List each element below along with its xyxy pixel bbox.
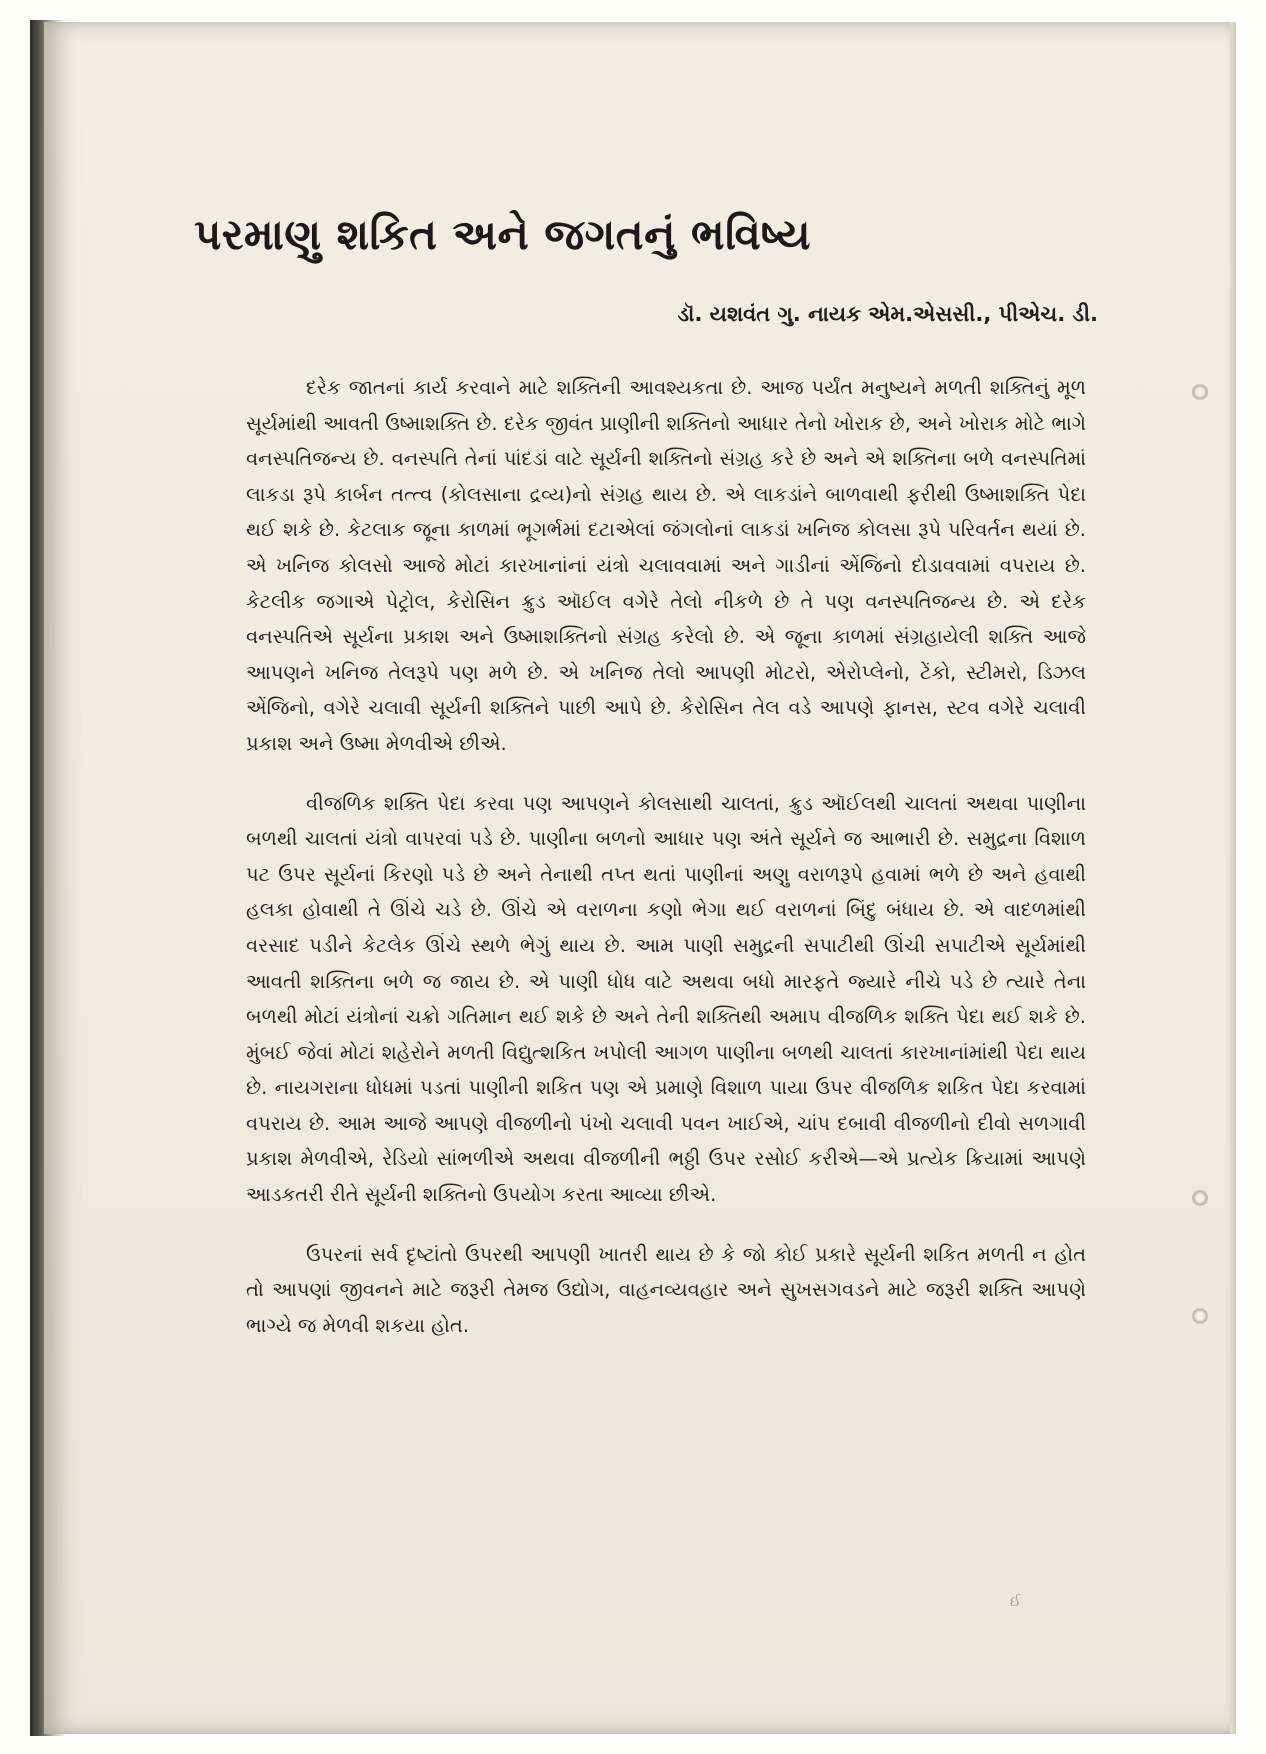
punch-hole-icon <box>1192 1190 1208 1206</box>
article-body <box>246 370 1086 1343</box>
page-mark: ઈ <box>1010 1594 1021 1610</box>
article-title: પરમાણુ શકિત અને જગતનું ભવિષ્ય <box>194 210 811 259</box>
paragraph: ઉપરનાં સર્વ દૃષ્ટાંતો ઉપરથી આપણી ખાતરી થાય છે કે જો કોઈ પ્રકારે સૂર્યની શકિત મળતી ન હોત તો આપણાં જીવનને માટે જરૂરી તેમજ ઉદ્યોગ, વાહનવ્યવહાર અને સુખસગવડને માટે જરૂરી શક્તિ આપણે ભાગ્યે જ મેળવી શકયા હોત. <box>246 1242 1086 1337</box>
paragraph: વીજળિક શક્તિ પેદા કરવા પણ આપણને કોલસાથી ચાલતાં, ક્રુડ ઑઈલથી ચાલતાં અથવા પાણીના બળથી ચાલતાં યંત્રો વાપરવાં પડે છે. પાણીના બળનો આધાર પણ અંતે સૂર્યને જ આભારી છે. સમુદ્રના વિશાળ પટ ઉપર સૂર્યનાં કિરણો પડે છે અને તેનાથી તપ્ત થતાં પાણીનાં અણુ વરાળરૂપે હવામાં ભળે છે અને હવાથી હલકા હોવાથી તે ઊંચે ચડે છે. ઊંચે એ વરાળના કણો ભેગા થઈ વરાળનાં બિંદુ બંધાય છે. એ વાદળમાંથી વરસાદ પડીને કેટલેક ઊંચે સ્થળે ભેગું થાય છે. આમ પાણી સમુદ્રની સપાટીથી ઊંચી સપાટીએ સૂર્યમાંથી આવતી શક્તિના બળે જ જાય છે. એ પાણી ધોધ વાટે અથવા બધો મારફતે જ્યારે નીચે પડે છે ત્યારે તેના બળથી મોટાં યંત્રોનાં ચક્રો ગતિમાન થઈ શકે છે અને તેની શક્તિથી અમાપ વીજળિક શક્તિ પેદા થઈ શકે છે. મુંબઈ જેવાં મોટાં શહેરોને મળતી વિદ્યુત્શકિત ખપોલી આગળ પાણીના બળથી ચાલતાં કારખાનાંમાંથી પેદા થાય છે. નાયગરાના ધોધમાં પડતાં પાણીની શકિત પણ એ પ્રમાણે વિશાળ પાયા ઉપર વીજળિક શકિત પેદા કરવામાં વપરાય છે. આમ આજે આપણે વીજળીનો પંખો ચલાવી પવન ખાઈએ, ચાંપ દબાવી વીજળીનો દીવો સળગાવી પ્રકાશ મેળવીએ, રેડિયો સાંભળીએ અથવા વીજળીની ભઠ્ઠી ઉપર રસોઈ કરીએ—એ પ્રત્યેક ક્રિયામાં આપણે આડકતરી રીતે સૂર્યની શક્તિનો ઉપયોગ કરતા આવ્યા છીએ. <box>246 791 1086 1207</box>
paragraph: દરેક જાતનાં કાર્ય કરવાને માટે શક્તિની આવશ્યકતા છે. આજ પર્યંત મનુષ્યને મળતી શક્તિનું મૂળ સૂર્યમાંથી આવતી ઉષ્માશક્તિ છે. દરેક જીવંત પ્રાણીની શક્તિનો આધાર તેનો ખોરાક છે, અને ખોરાક મોટે ભાગે વનસ્પતિજન્ય છે. વનસ્પતિ તેનાં પાંદડાં વાટે સૂર્યની શક્તિનો સંગ્રહ કરે છે અને એ શક્તિના બળે વનસ્પતિમાં લાકડા રૂપે કાર્બન તત્ત્વ (કોલસાના દ્રવ્ય)નો સંગ્રહ થાય છે. એ લાકડાંને બાળવાથી ફરીથી ઉષ્માશક્તિ પેદા થઈ શકે છે. કેટલાક જૂના કાળમાં ભૂગર્ભમાં દટાએલાં જંગલોનાં લાકડાં ખનિજ કોલસા રૂપે પરિવર્તન થયાં છે. એ ખનિજ કોલસો આજે મોટાં કારખાનાંનાં યંત્રો ચલાવવામાં અને ગાડીનાં એંજિનો દોડાવવામાં વપરાય છે. કેટલીક જગાએ પેટ્રોલ, કેરોસિન ક્રુડ ઑઈલ વગેરે તેલો નીકળે છે તે પણ વનસ્પતિજન્ય છે. એ દરેક વનસ્પતિએ સૂર્યના પ્રકાશ અને ઉષ્માશક્તિનો સંગ્રહ કરેલો છે. એ જૂના કાળમાં સંગ્રહાયેલી શક્તિ આજે આપણને ખનિજ તેલરૂપે પણ મળે છે. એ ખનિજ તેલો આપણી મોટરો, એરોપ્લેનો, ટેંકો, સ્ટીમરો, ડિઝલ એંજિનો, વગેરે ચલાવી સૂર્યની શક્તિને પાછી આપે છે. કેરોસિન તેલ વડે આપણે ફાનસ, સ્ટવ વગેરે ચલાવી પ્રકાશ અને ઉષ્મા મેળવીએ છીએ. <box>246 376 1086 755</box>
punch-hole-icon <box>1192 1308 1208 1324</box>
punch-hole-icon <box>1192 384 1208 400</box>
page-edge <box>1230 22 1236 1734</box>
article-author: ડૉ. યશવંત ગુ. નાયક એમ.એસસી., પીએચ. ડી. <box>677 302 1098 326</box>
